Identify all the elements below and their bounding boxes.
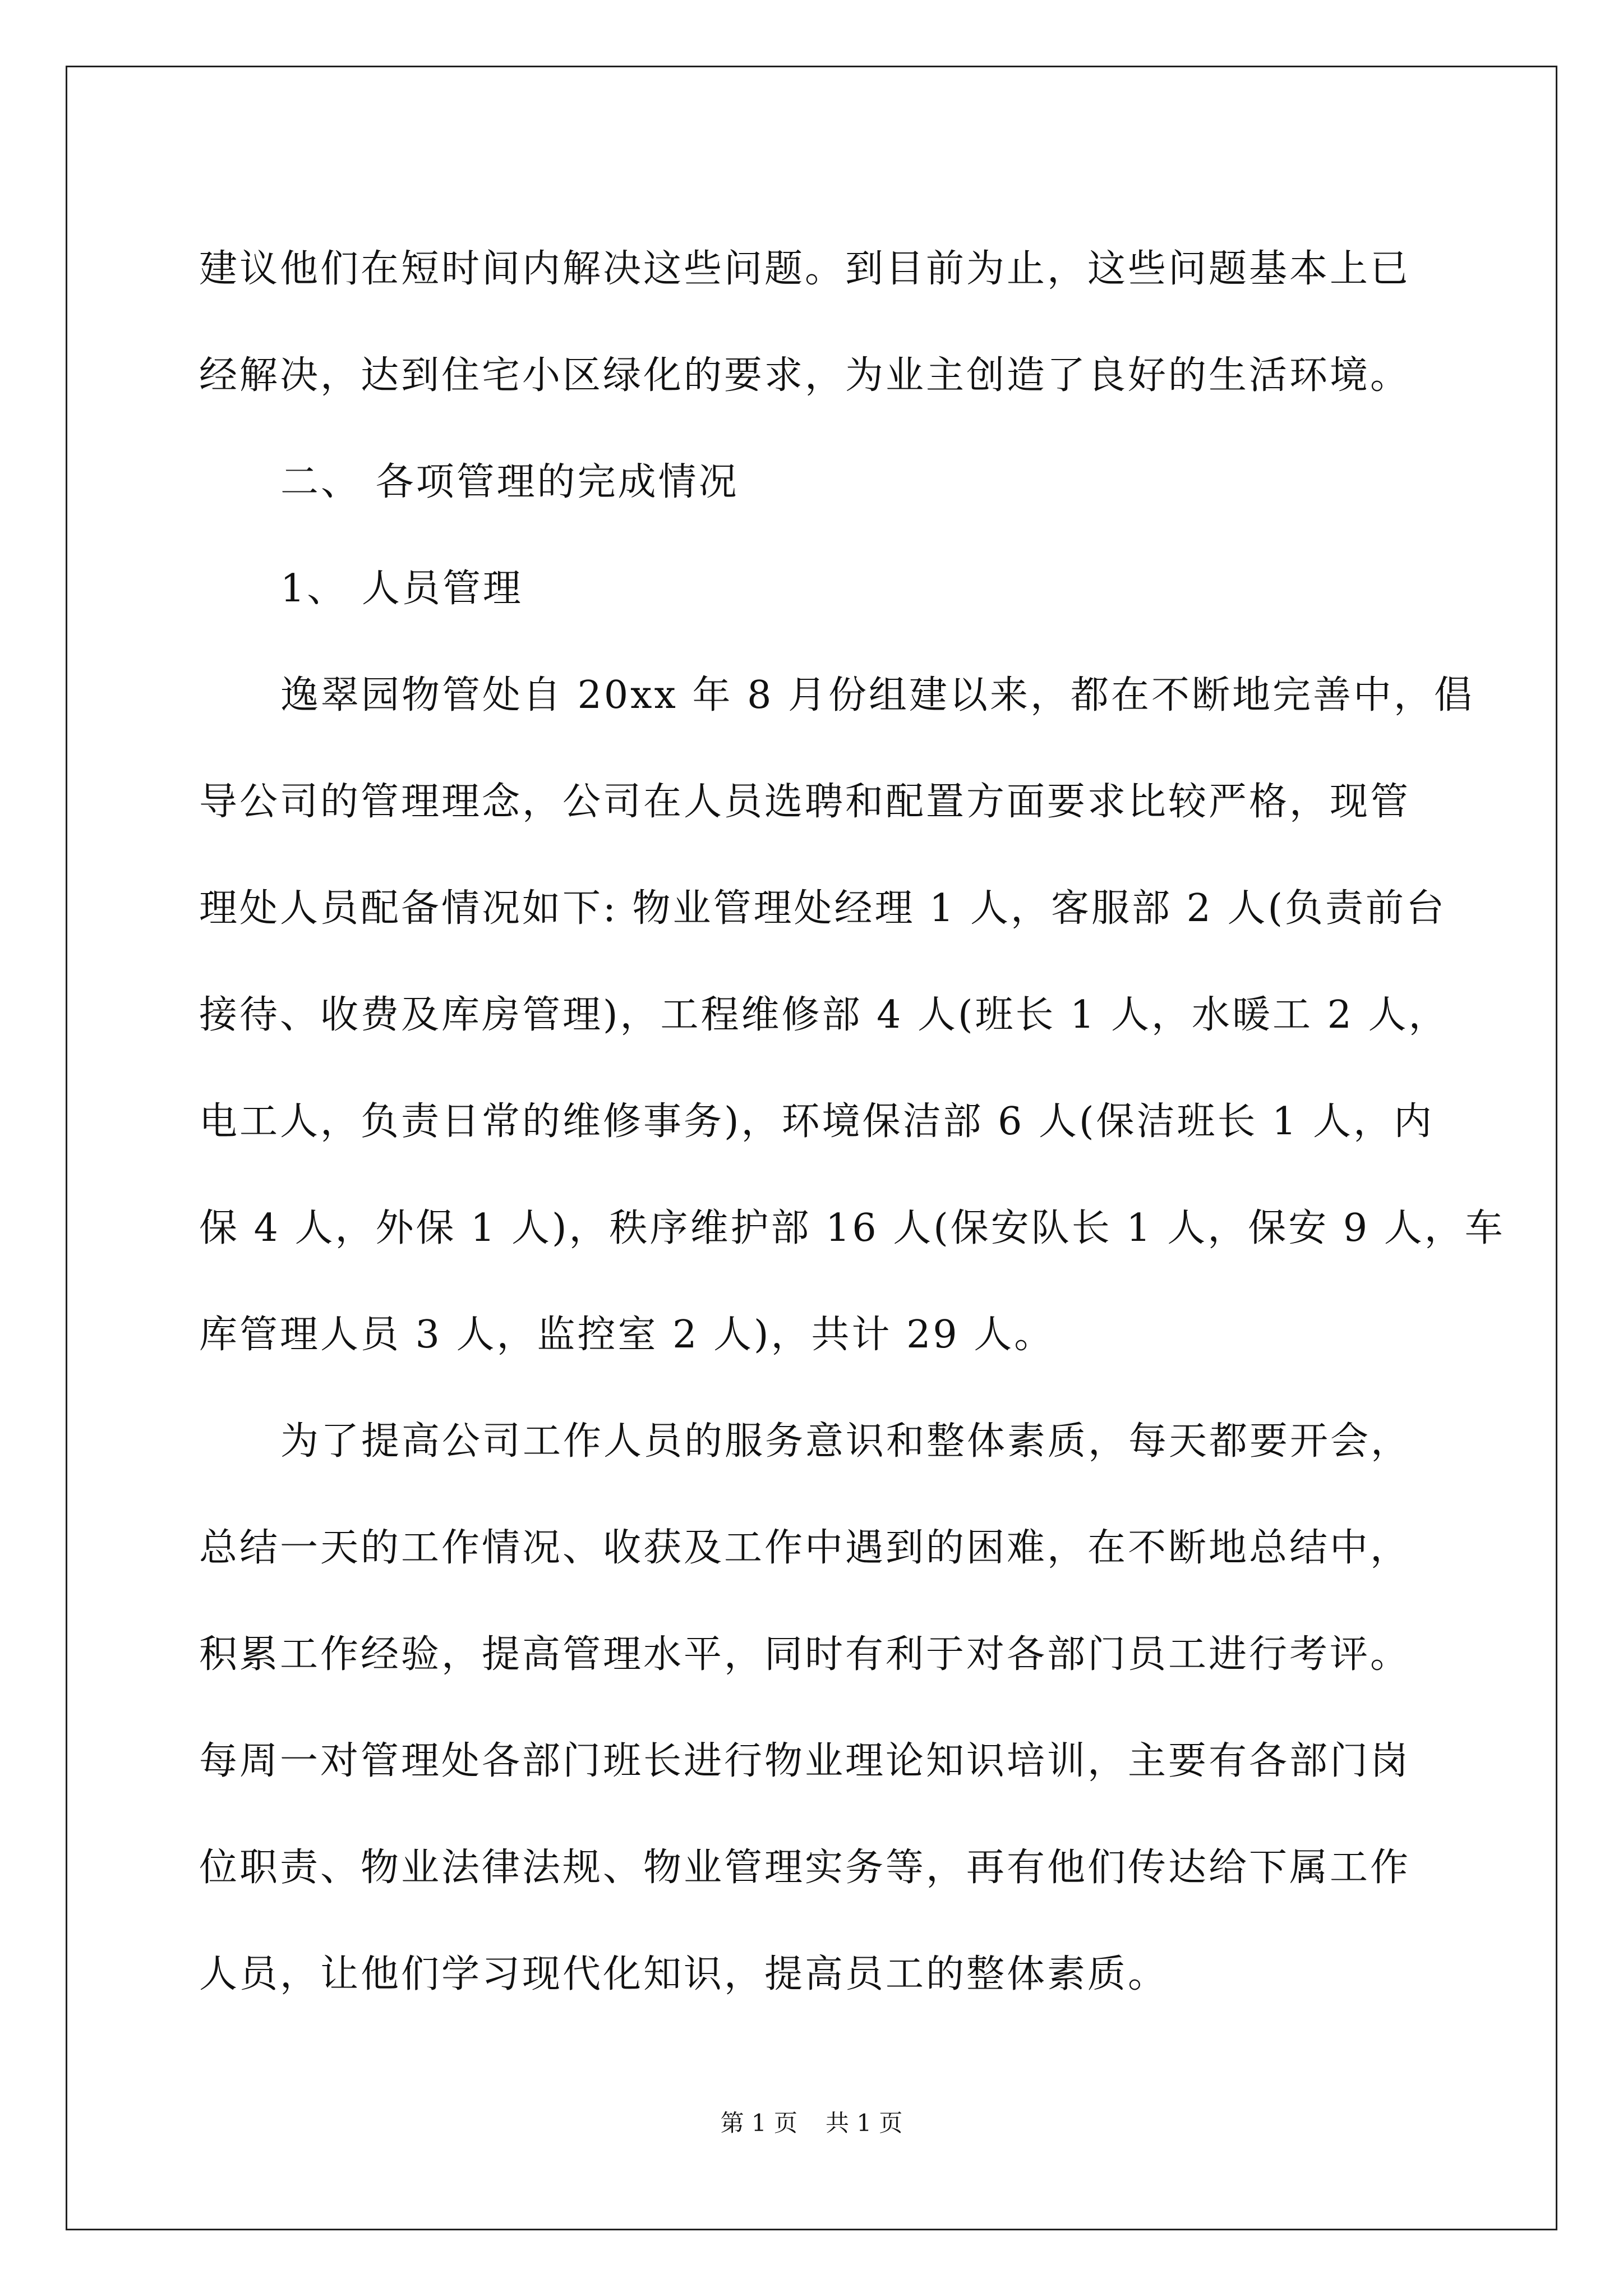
text-line: 人员，让他们学习现代化知识，提高员工的整体素质。 [199, 1952, 1169, 1996]
text-line: 建议他们在短时间内解决这些问题。到目前为止，这些问题基本上已 [199, 247, 1411, 291]
text-line: 保 4 人，外保 1 人)，秩序维护部 16 人(保安队长 1 人，保安 9 人，车 [199, 1206, 1505, 1250]
text-line: 经解决，达到住宅小区绿化的要求，为业主创造了良好的生活环境。 [199, 353, 1411, 398]
section-heading: 二、 各项管理的完成情况 [280, 460, 739, 504]
text-line: 电工人，负责日常的维修事务)，环境保洁部 6 人(保洁班长 1 人，内 [199, 1099, 1435, 1144]
text-line: 每周一对管理处各部门班长进行物业理论知识培训，主要有各部门岗 [199, 1739, 1411, 1783]
text-line: 为了提高公司工作人员的服务意识和整体素质，每天都要开会， [280, 1419, 1412, 1464]
text-line: 总结一天的工作情况、收获及工作中遇到的困难，在不断地总结中， [199, 1526, 1411, 1570]
text-line: 导公司的管理理念，公司在人员选聘和配置方面要求比较严格，现管 [199, 780, 1411, 824]
subsection-heading: 1、 人员管理 [280, 567, 523, 611]
paragraph [199, 216, 1433, 429]
page-number: 第 1 页 [720, 2109, 797, 2137]
text-line: 位职责、物业法律法规、物业管理实务等，再有他们传达给下属工作 [199, 1846, 1411, 1890]
page-footer [0, 2106, 1623, 2140]
paragraph [199, 642, 1505, 1388]
text-line: 库管理人员 3 人，监控室 2 人)，共计 29 人。 [199, 1313, 1055, 1357]
text-line: 理处人员配备情况如下: 物业管理处经理 1 人，客服部 2 人(负责前台 [199, 886, 1447, 931]
paragraph [199, 1388, 1433, 2028]
page-count: 共 1 页 [826, 2109, 903, 2137]
text-line: 积累工作经验，提高管理水平，同时有利于对各部门员工进行考评。 [199, 1632, 1411, 1677]
text-line: 接待、收费及库房管理)，工程维修部 4 人(班长 1 人，水暖工 2 人， [199, 993, 1449, 1037]
document-body [199, 216, 1505, 2028]
text-line: 逸翠园物管处自 20xx 年 8 月份组建以来，都在不断地完善中，倡 [280, 673, 1474, 717]
